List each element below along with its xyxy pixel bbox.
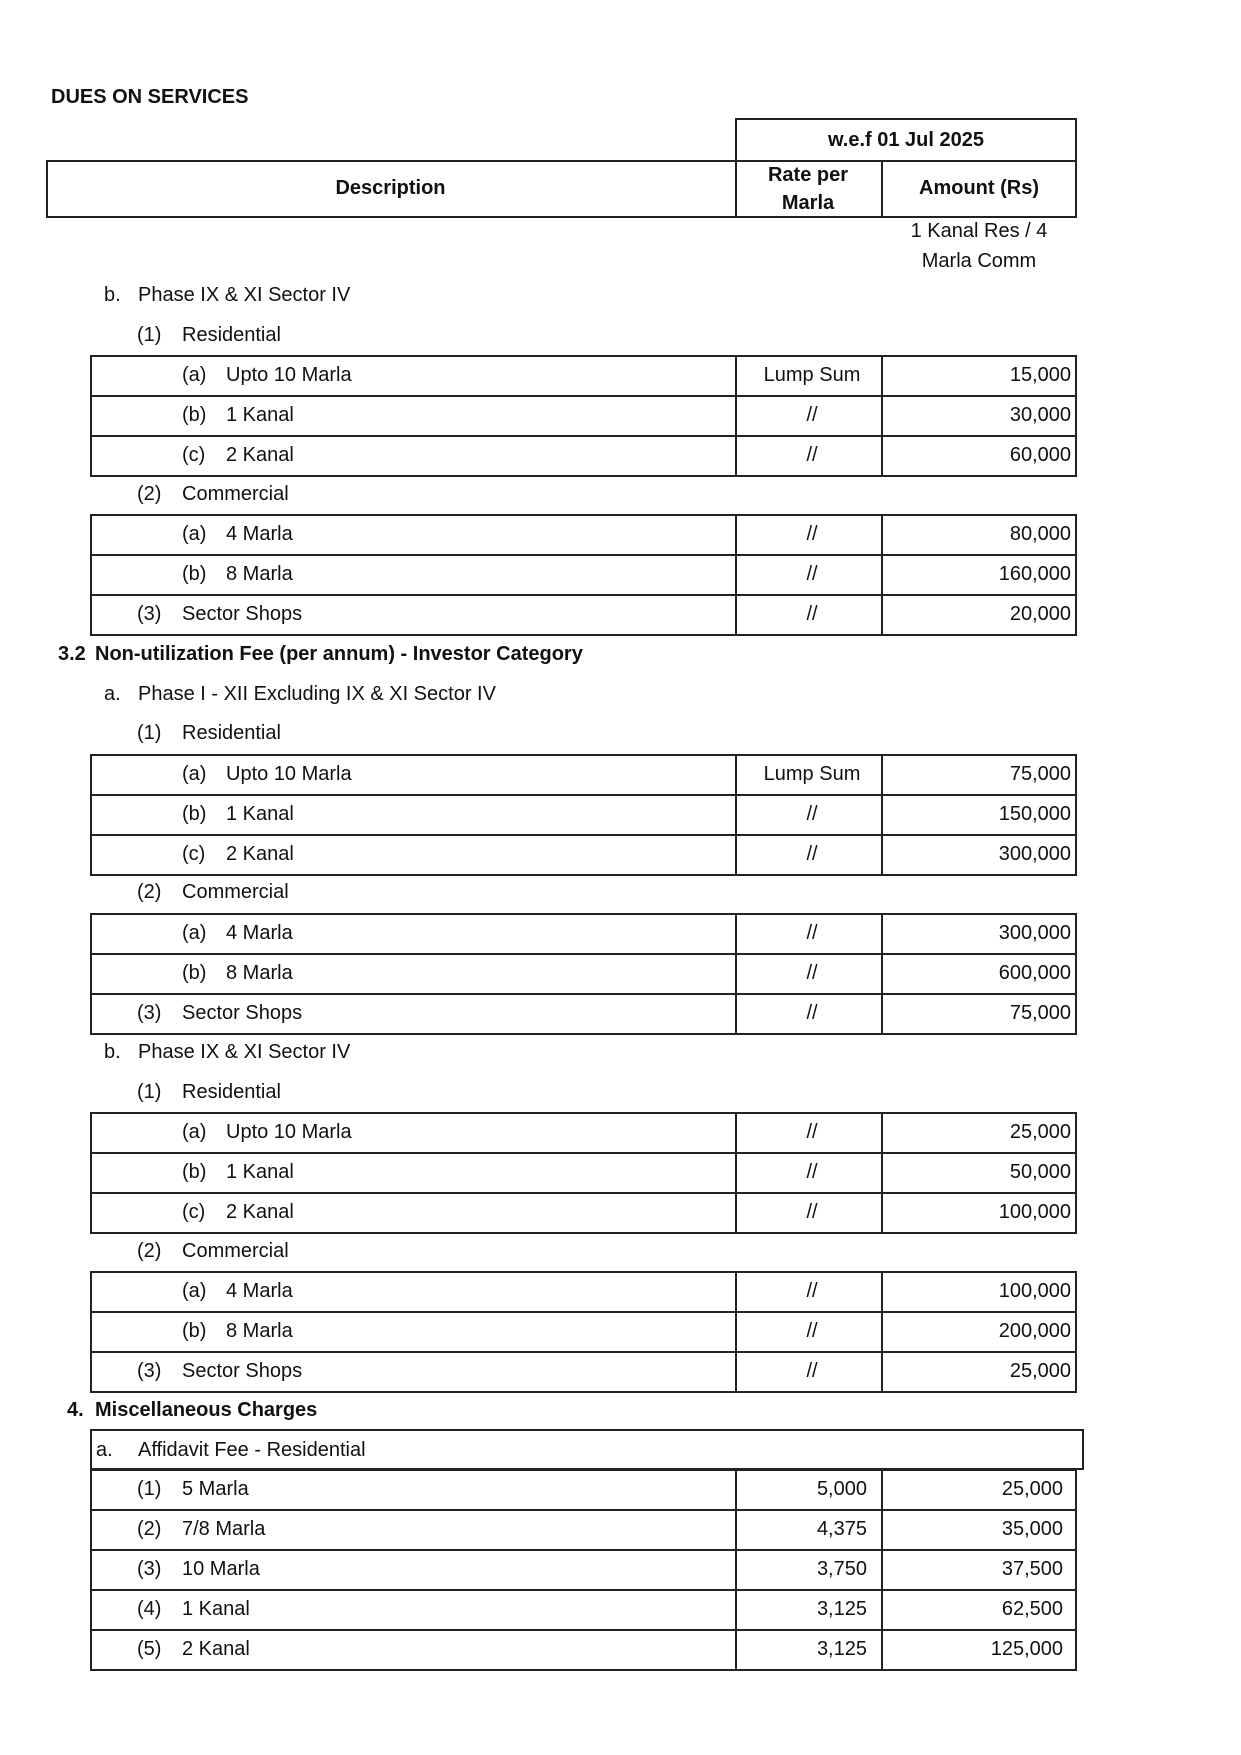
description-header: Description (335, 177, 446, 199)
subsection-number: (2) (137, 1240, 162, 1262)
section-number: 4. (67, 1399, 84, 1421)
row-rate: // (806, 1121, 818, 1143)
column-divider (735, 514, 737, 636)
column-divider (735, 1112, 737, 1234)
section-title: Miscellaneous Charges (95, 1399, 318, 1421)
amount-note-line2: Marla Comm (921, 250, 1037, 272)
row-label: 10 Marla (182, 1558, 260, 1580)
row-amount: 37,500 (1001, 1558, 1063, 1580)
section-letter: b. (104, 284, 121, 306)
row-number: (a) (182, 1280, 207, 1302)
row-number: (5) (137, 1638, 162, 1660)
row-rate: // (806, 962, 818, 984)
subsection-number: (1) (137, 722, 162, 744)
row-rate: 3,750 (816, 1558, 867, 1580)
section-letter: a. (104, 683, 121, 705)
affidavit-header-edge (1082, 1429, 1084, 1470)
row-rate: // (806, 603, 818, 625)
row-amount: 30,000 (1009, 404, 1071, 426)
row-number: (c) (182, 1201, 206, 1223)
row-amount: 25,000 (1009, 1360, 1071, 1382)
row-label: Sector Shops (182, 1360, 303, 1382)
section-letter: b. (104, 1041, 121, 1063)
row-number: (3) (137, 1360, 162, 1382)
row-rate: // (806, 1320, 818, 1342)
row-amount: 60,000 (1009, 444, 1071, 466)
subsection-title: Residential (182, 1081, 281, 1103)
row-label: 1 Kanal (226, 803, 294, 825)
row-label: Upto 10 Marla (226, 763, 352, 785)
row-divider (90, 834, 1077, 836)
row-amount: 200,000 (998, 1320, 1071, 1342)
subsection-title: Residential (182, 722, 281, 744)
row-amount: 25,000 (1009, 1121, 1071, 1143)
row-label: 1 Kanal (182, 1598, 250, 1620)
subsection-title: Commercial (182, 1240, 289, 1262)
row-rate: 4,375 (816, 1518, 867, 1540)
amount-header: Amount (Rs) (919, 177, 1039, 199)
row-label: 2 Kanal (226, 1201, 294, 1223)
row-rate: 5,000 (816, 1478, 867, 1500)
row-number: (1) (137, 1478, 162, 1500)
row-label: 7/8 Marla (182, 1518, 266, 1540)
row-rate: // (806, 523, 818, 545)
row-label: 1 Kanal (226, 404, 294, 426)
row-label: Sector Shops (182, 1002, 303, 1024)
row-amount: 150,000 (998, 803, 1071, 825)
row-label: 1 Kanal (226, 1161, 294, 1183)
row-rate: // (806, 1360, 818, 1382)
section-title: Phase IX & XI Sector IV (138, 284, 351, 306)
row-number: (2) (137, 1518, 162, 1540)
wef-header: w.e.f 01 Jul 2025 (827, 129, 984, 151)
row-amount: 50,000 (1009, 1161, 1071, 1183)
row-label: 4 Marla (226, 523, 293, 545)
row-number: (b) (182, 803, 207, 825)
row-amount: 100,000 (998, 1201, 1071, 1223)
section-title: Phase IX & XI Sector IV (138, 1041, 351, 1063)
row-rate: // (806, 404, 818, 426)
row-label: 2 Kanal (226, 444, 294, 466)
subsection-title: Commercial (182, 483, 289, 505)
section-title: Phase I - XII Excluding IX & XI Sector IV (138, 683, 496, 705)
row-amount: 600,000 (998, 962, 1071, 984)
row-number: (a) (182, 523, 207, 545)
section-letter: a. (96, 1439, 113, 1461)
row-number: (c) (182, 444, 206, 466)
row-divider (90, 993, 1077, 995)
row-amount: 25,000 (1001, 1478, 1063, 1500)
subsection-number: (1) (137, 1081, 162, 1103)
row-rate: // (806, 563, 818, 585)
row-label: Sector Shops (182, 603, 303, 625)
rate-header-line2: Marla (781, 192, 835, 214)
row-rate: // (806, 922, 818, 944)
row-number: (b) (182, 962, 207, 984)
row-rate: // (806, 1201, 818, 1223)
row-label: Upto 10 Marla (226, 364, 352, 386)
row-number: (3) (137, 603, 162, 625)
row-divider (90, 554, 1077, 556)
subsection-title: Commercial (182, 881, 289, 903)
column-divider (735, 754, 737, 876)
row-rate: // (806, 444, 818, 466)
row-divider (90, 594, 1077, 596)
row-number: (c) (182, 843, 206, 865)
row-amount: 100,000 (998, 1280, 1071, 1302)
row-amount: 80,000 (1009, 523, 1071, 545)
row-label: 5 Marla (182, 1478, 249, 1500)
row-amount: 75,000 (1009, 763, 1071, 785)
row-label: Upto 10 Marla (226, 1121, 352, 1143)
row-divider (90, 794, 1077, 796)
row-number: (b) (182, 1161, 207, 1183)
row-number: (3) (137, 1558, 162, 1580)
row-number: (a) (182, 1121, 207, 1143)
row-rate: // (806, 843, 818, 865)
subsection-number: (2) (137, 881, 162, 903)
row-label: 8 Marla (226, 1320, 293, 1342)
row-divider (90, 395, 1077, 397)
row-divider (90, 1152, 1077, 1154)
row-number: (b) (182, 563, 207, 585)
section-title: Non-utilization Fee (per annum) - Investor Category (95, 643, 583, 665)
rate-header-line1: Rate per (767, 164, 849, 186)
section-title: Affidavit Fee - Residential (138, 1439, 366, 1461)
row-rate: 3,125 (816, 1638, 867, 1660)
row-amount: 160,000 (998, 563, 1071, 585)
row-label: 8 Marla (226, 962, 293, 984)
row-number: (a) (182, 364, 207, 386)
row-amount: 75,000 (1009, 1002, 1071, 1024)
row-number: (a) (182, 763, 207, 785)
row-rate: // (806, 1161, 818, 1183)
row-divider (90, 1192, 1077, 1194)
row-number: (b) (182, 1320, 207, 1342)
subsection-number: (1) (137, 324, 162, 346)
row-number: (b) (182, 404, 207, 426)
subsection-title: Residential (182, 324, 281, 346)
row-amount: 300,000 (998, 843, 1071, 865)
row-divider (90, 953, 1077, 955)
row-label: 8 Marla (226, 563, 293, 585)
row-rate: // (806, 1002, 818, 1024)
row-amount: 20,000 (1009, 603, 1071, 625)
row-amount: 35,000 (1001, 1518, 1063, 1540)
row-rate: Lump Sum (763, 364, 861, 386)
row-rate: // (806, 803, 818, 825)
row-divider (90, 1351, 1077, 1353)
row-number: (3) (137, 1002, 162, 1024)
row-number: (a) (182, 922, 207, 944)
row-label: 2 Kanal (182, 1638, 250, 1660)
row-divider (90, 1629, 1077, 1631)
row-label: 2 Kanal (226, 843, 294, 865)
row-divider (90, 1549, 1077, 1551)
row-divider (90, 1509, 1077, 1511)
amount-note-line1: 1 Kanal Res / 4 (910, 220, 1048, 242)
row-amount: 125,000 (990, 1638, 1063, 1660)
row-amount: 15,000 (1009, 364, 1071, 386)
row-rate: 3,125 (816, 1598, 867, 1620)
column-divider (735, 913, 737, 1035)
row-divider (90, 1589, 1077, 1591)
row-divider (90, 435, 1077, 437)
row-amount: 300,000 (998, 922, 1071, 944)
row-amount: 62,500 (1001, 1598, 1063, 1620)
row-rate: Lump Sum (763, 763, 861, 785)
row-label: 4 Marla (226, 1280, 293, 1302)
row-rate: // (806, 1280, 818, 1302)
column-divider (735, 1271, 737, 1393)
column-divider (735, 355, 737, 477)
subsection-number: (2) (137, 483, 162, 505)
row-divider (90, 1311, 1077, 1313)
row-number: (4) (137, 1598, 162, 1620)
row-label: 4 Marla (226, 922, 293, 944)
section-number: 3.2 (58, 643, 86, 665)
page-title: DUES ON SERVICES (51, 86, 249, 108)
